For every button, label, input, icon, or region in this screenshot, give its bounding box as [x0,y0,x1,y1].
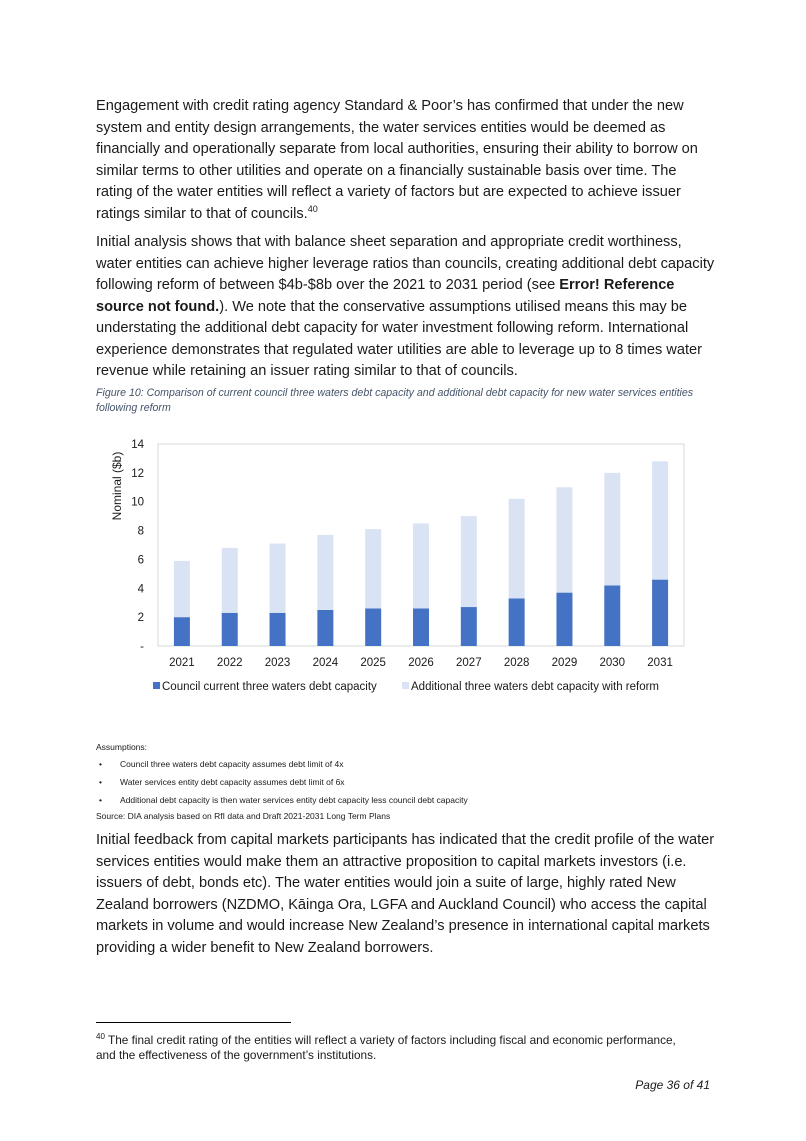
assumption-text: Council three waters debt capacity assumes debt limit of 4x [120,759,344,769]
paragraph-debt-capacity [96,232,716,383]
legend-label: Council current three waters debt capacity [162,681,377,693]
assumption-text: Water services entity debt capacity assumes debt limit of 6x [120,777,345,787]
footnote [96,1029,696,1063]
page-number: Page 36 of 41 [635,1078,710,1092]
x-tick-label: 2021 [169,657,195,669]
bar-additional-reform [461,516,477,607]
bullet-icon: • [99,759,102,769]
bar-additional-reform [556,487,572,592]
bar-additional-reform [509,499,525,599]
bar-council-current [317,610,333,646]
bar-additional-reform [317,535,333,610]
assumptions-heading: Assumptions: [96,742,148,752]
paragraph-rating-agency [96,96,716,225]
paragraph-capital-markets-text: Initial feedback from capital markets participants has indicated that the credit profile of the water services entities would make them an attractive proposition to capital markets investors (i.e. issuers of debt, bonds etc). The water entities would join a suite of large, highly rated New Zealand borrowers (NZDMO, Kāinga Ora, LGFA and Auckland Council) who access the capital markets in volume and would increase New Zealand’s presence in international capital markets providing a wider benefit to New Zealand borrowers. [96,832,715,956]
footnote-divider [96,1022,291,1023]
paragraph-text: Engagement with credit rating agency Standard & Poor’s has confirmed that under the new system and entity design arrangements, the water services entities would be deemed as financially and operationally separate from local authorities, ensuring their ability to borrow on similar terms to other utilities and operate on a financially sustainable basis over time. The rating of the water entities will reflect a variety of factors but are expected to achieve issuer ratings similar to that of councils. [96,98,698,222]
x-tick-label: 2022 [216,657,243,669]
bar-additional-reform [413,523,429,608]
figure-caption: Figure 10: Comparison of current council three waters debt capacity and additional debt capacity for new water services entities following reform [96,387,694,414]
x-tick-label: 2024 [312,657,339,669]
legend-swatch [402,682,409,689]
bar-council-current [413,608,429,646]
footnote-number: 40 [96,1032,105,1041]
y-tick-label: - [140,641,144,653]
bullet-icon: • [99,795,102,805]
y-tick-label: 2 [137,612,144,625]
x-tick-label: 2028 [503,657,530,669]
bar-council-current [222,613,238,646]
x-tick-label: 2031 [647,657,673,669]
y-tick-label: 6 [137,554,144,567]
bar-council-current [509,598,525,646]
paragraph-text: Initial analysis shows that with balance sheet separation and appropriate credit worthiness, water entities can achieve higher leverage ratios than councils, creating additional debt capacity following reform of between $4b-$8b over the 2021 to 2031 period (see [96,234,715,293]
bar-council-current [556,593,572,646]
x-tick-label: 2029 [551,657,578,669]
paragraph-text: ). We note that the conservative assumptions utilised means this may be understating the additional debt capacity for water investment following reform. International experience demonstrates that regulated water utilities are able to leverage up to 8 times water revenue while retaining an issuer rating similar to that of councils. [96,298,702,379]
x-tick-label: 2025 [360,657,386,669]
bar-additional-reform [365,529,381,608]
legend-label: Additional three waters debt capacity with reform [411,681,660,693]
y-tick-label: 8 [137,525,144,538]
bar-additional-reform [222,548,238,613]
footnote-text: The final credit rating of the entities will reflect a variety of factors including fiscal and economic performance, and the effectiveness of the government’s institutions. [96,1032,676,1062]
bar-additional-reform [604,473,620,586]
y-tick-label: 14 [131,439,144,451]
x-tick-label: 2027 [456,657,482,669]
bar-additional-reform [270,544,286,613]
bar-council-current [652,580,668,646]
source-note: Source: DIA analysis based on RfI data and Draft 2021-2031 Long Term Plans [96,811,391,821]
x-tick-label: 2030 [599,657,626,669]
footnote-ref[interactable]: 40 [307,203,318,214]
y-tick-label: 12 [131,467,144,480]
bar-council-current [174,617,190,646]
y-axis-label: Nominal ($b) [110,451,124,521]
bar-council-current [604,585,620,646]
debt-capacity-chart [96,432,696,704]
bar-council-current [270,613,286,646]
y-tick-label: 10 [131,496,144,509]
reference-error: Error! Reference source not found. [96,277,675,315]
legend-swatch [153,682,160,689]
bar-council-current [365,608,381,646]
bar-council-current [461,607,477,646]
assumption-text: Additional debt capacity is then water services entity debt capacity less council debt capacity [120,795,468,805]
bullet-icon: • [99,777,102,787]
bar-additional-reform [652,461,668,579]
x-tick-label: 2026 [408,657,434,669]
y-tick-label: 4 [137,583,144,596]
bar-additional-reform [174,561,190,617]
x-tick-label: 2023 [264,657,291,669]
